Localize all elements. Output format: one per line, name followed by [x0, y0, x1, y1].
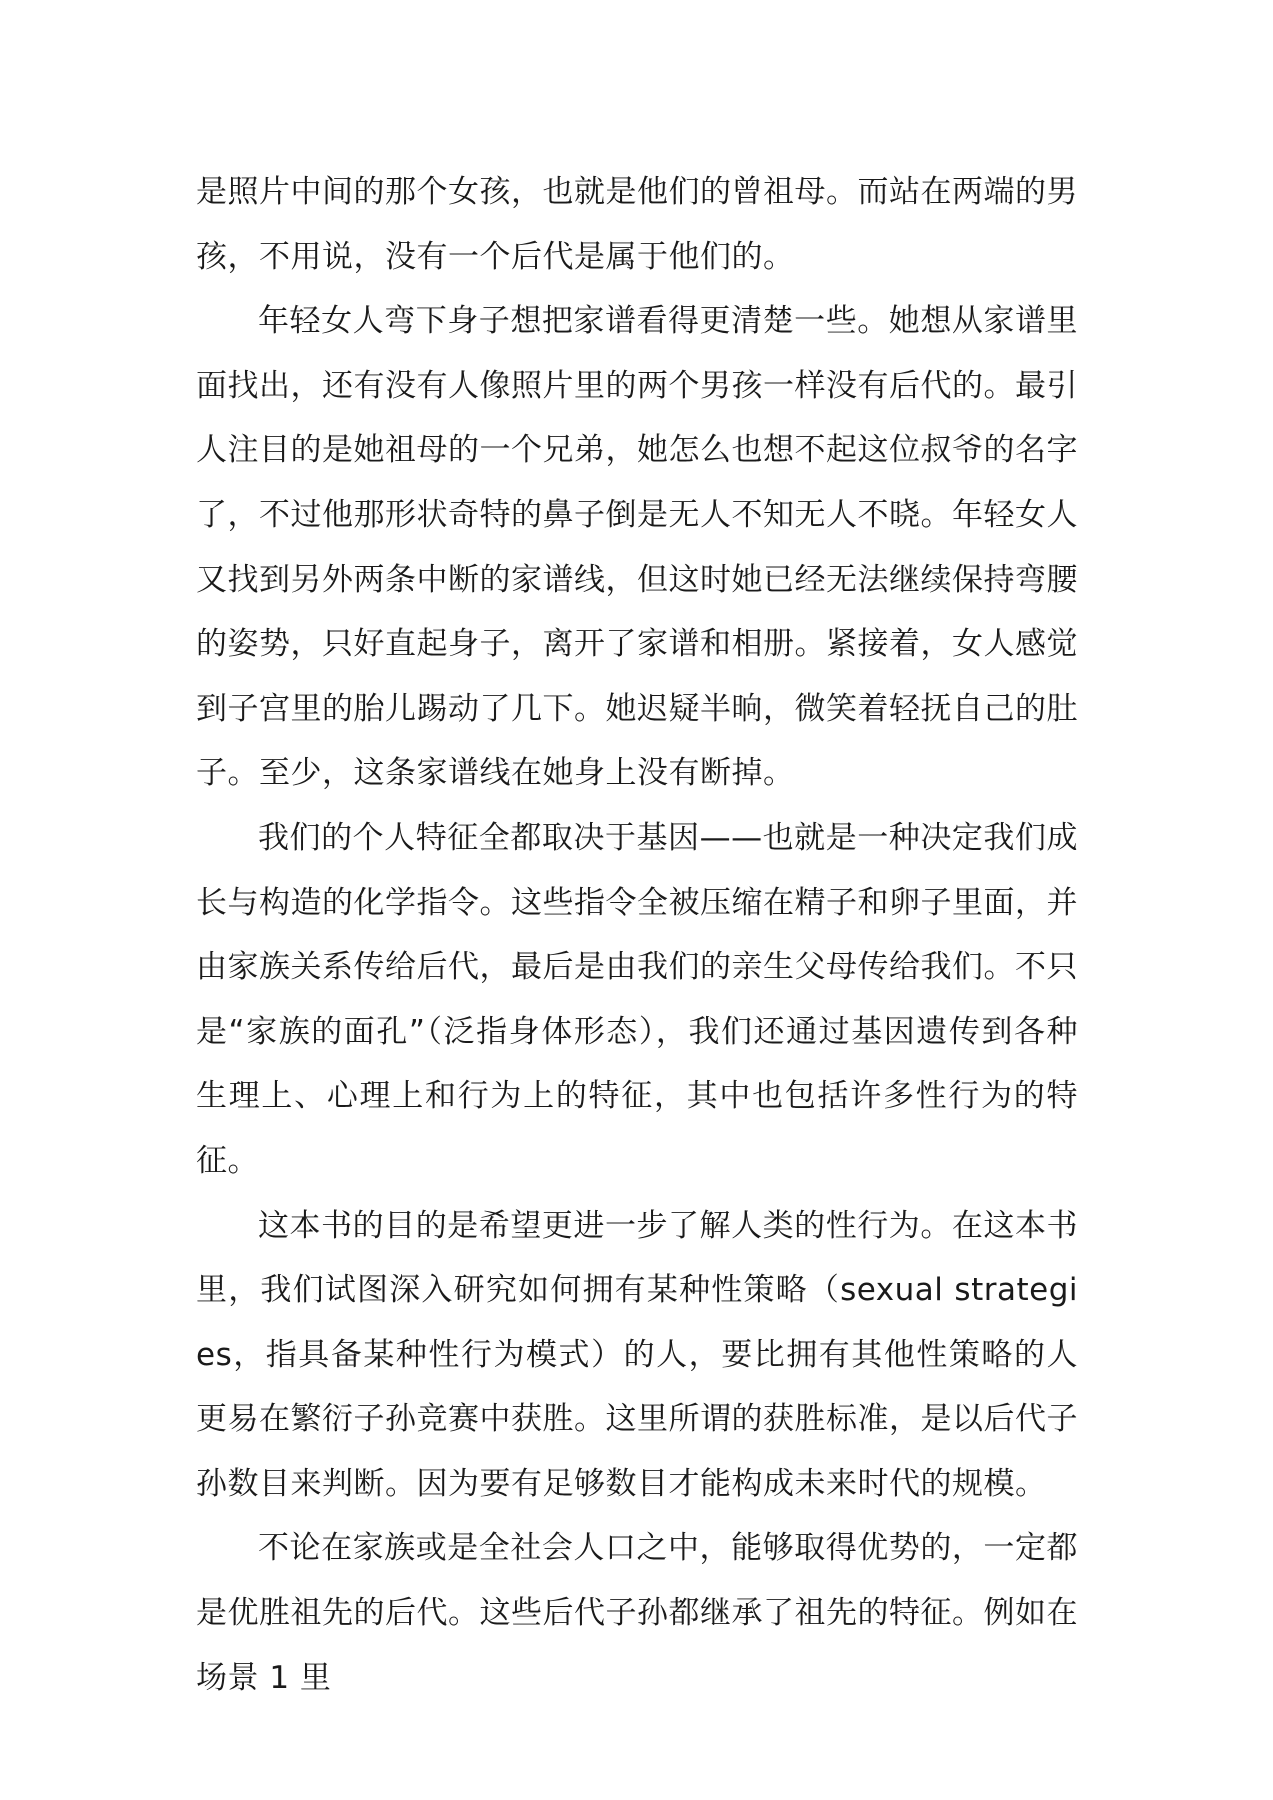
paragraph-1: 是照片中间的那个女孩，也就是他们的曾祖母。而站在两端的男孩，不用说，没有一个后代是属于他们的。: [196, 174, 1078, 275]
document-page: [196, 160, 1078, 1720]
paragraph-3: 我们的个人特征全都取决于基因——也就是一种决定我们成长与构造的化学指令。这些指令全被压缩在精子和卵子里面，并由家族关系传给后代，最后是由我们的亲生父母传给我们。不只是“家族的面孔”（泛指身体形态），我们还通过基因遗传到各种生理上、心理上和行为上的特征，其中也包括许多性行为的特征。: [196, 819, 1078, 1179]
paragraph-5: 不论在家族或是全社会人口之中，能够取得优势的，一定都是优胜祖先的后代。这些后代子孙都继承了祖先的特征。例如在场景 1 里: [196, 1530, 1078, 1696]
paragraph-2: 年轻女人弯下身子想把家谱看得更清楚一些。她想从家谱里面找出，还有没有人像照片里的两个男孩一样没有后代的。最引人注目的是她祖母的一个兄弟，她怎么也想不起这位叔爷的名字了，不过他那形状奇特的鼻子倒是无人不知无人不晓。年轻女人又找到另外两条中断的家谱线，但这时她已经无法继续保持弯腰的姿势，只好直起身子，离开了家谱和相册。紧接着，女人感觉到子宫里的胎儿踢动了几下。她迟疑半晌，微笑着轻抚自己的肚子。至少，这条家谱线在她身上没有断掉。: [196, 303, 1078, 792]
paragraph-4: 这本书的目的是希望更进一步了解人类的性行为。在这本书里，我们试图深入研究如何拥有某种性策略（sexual strategies，指具备某种性行为模式）的人，要比拥有其他性策略的人更易在繁衍子孙竞赛中获胜。这里所谓的获胜标准，是以后代子孙数目来判断。因为要有足够数目才能构成未来时代的规模。: [196, 1207, 1078, 1502]
